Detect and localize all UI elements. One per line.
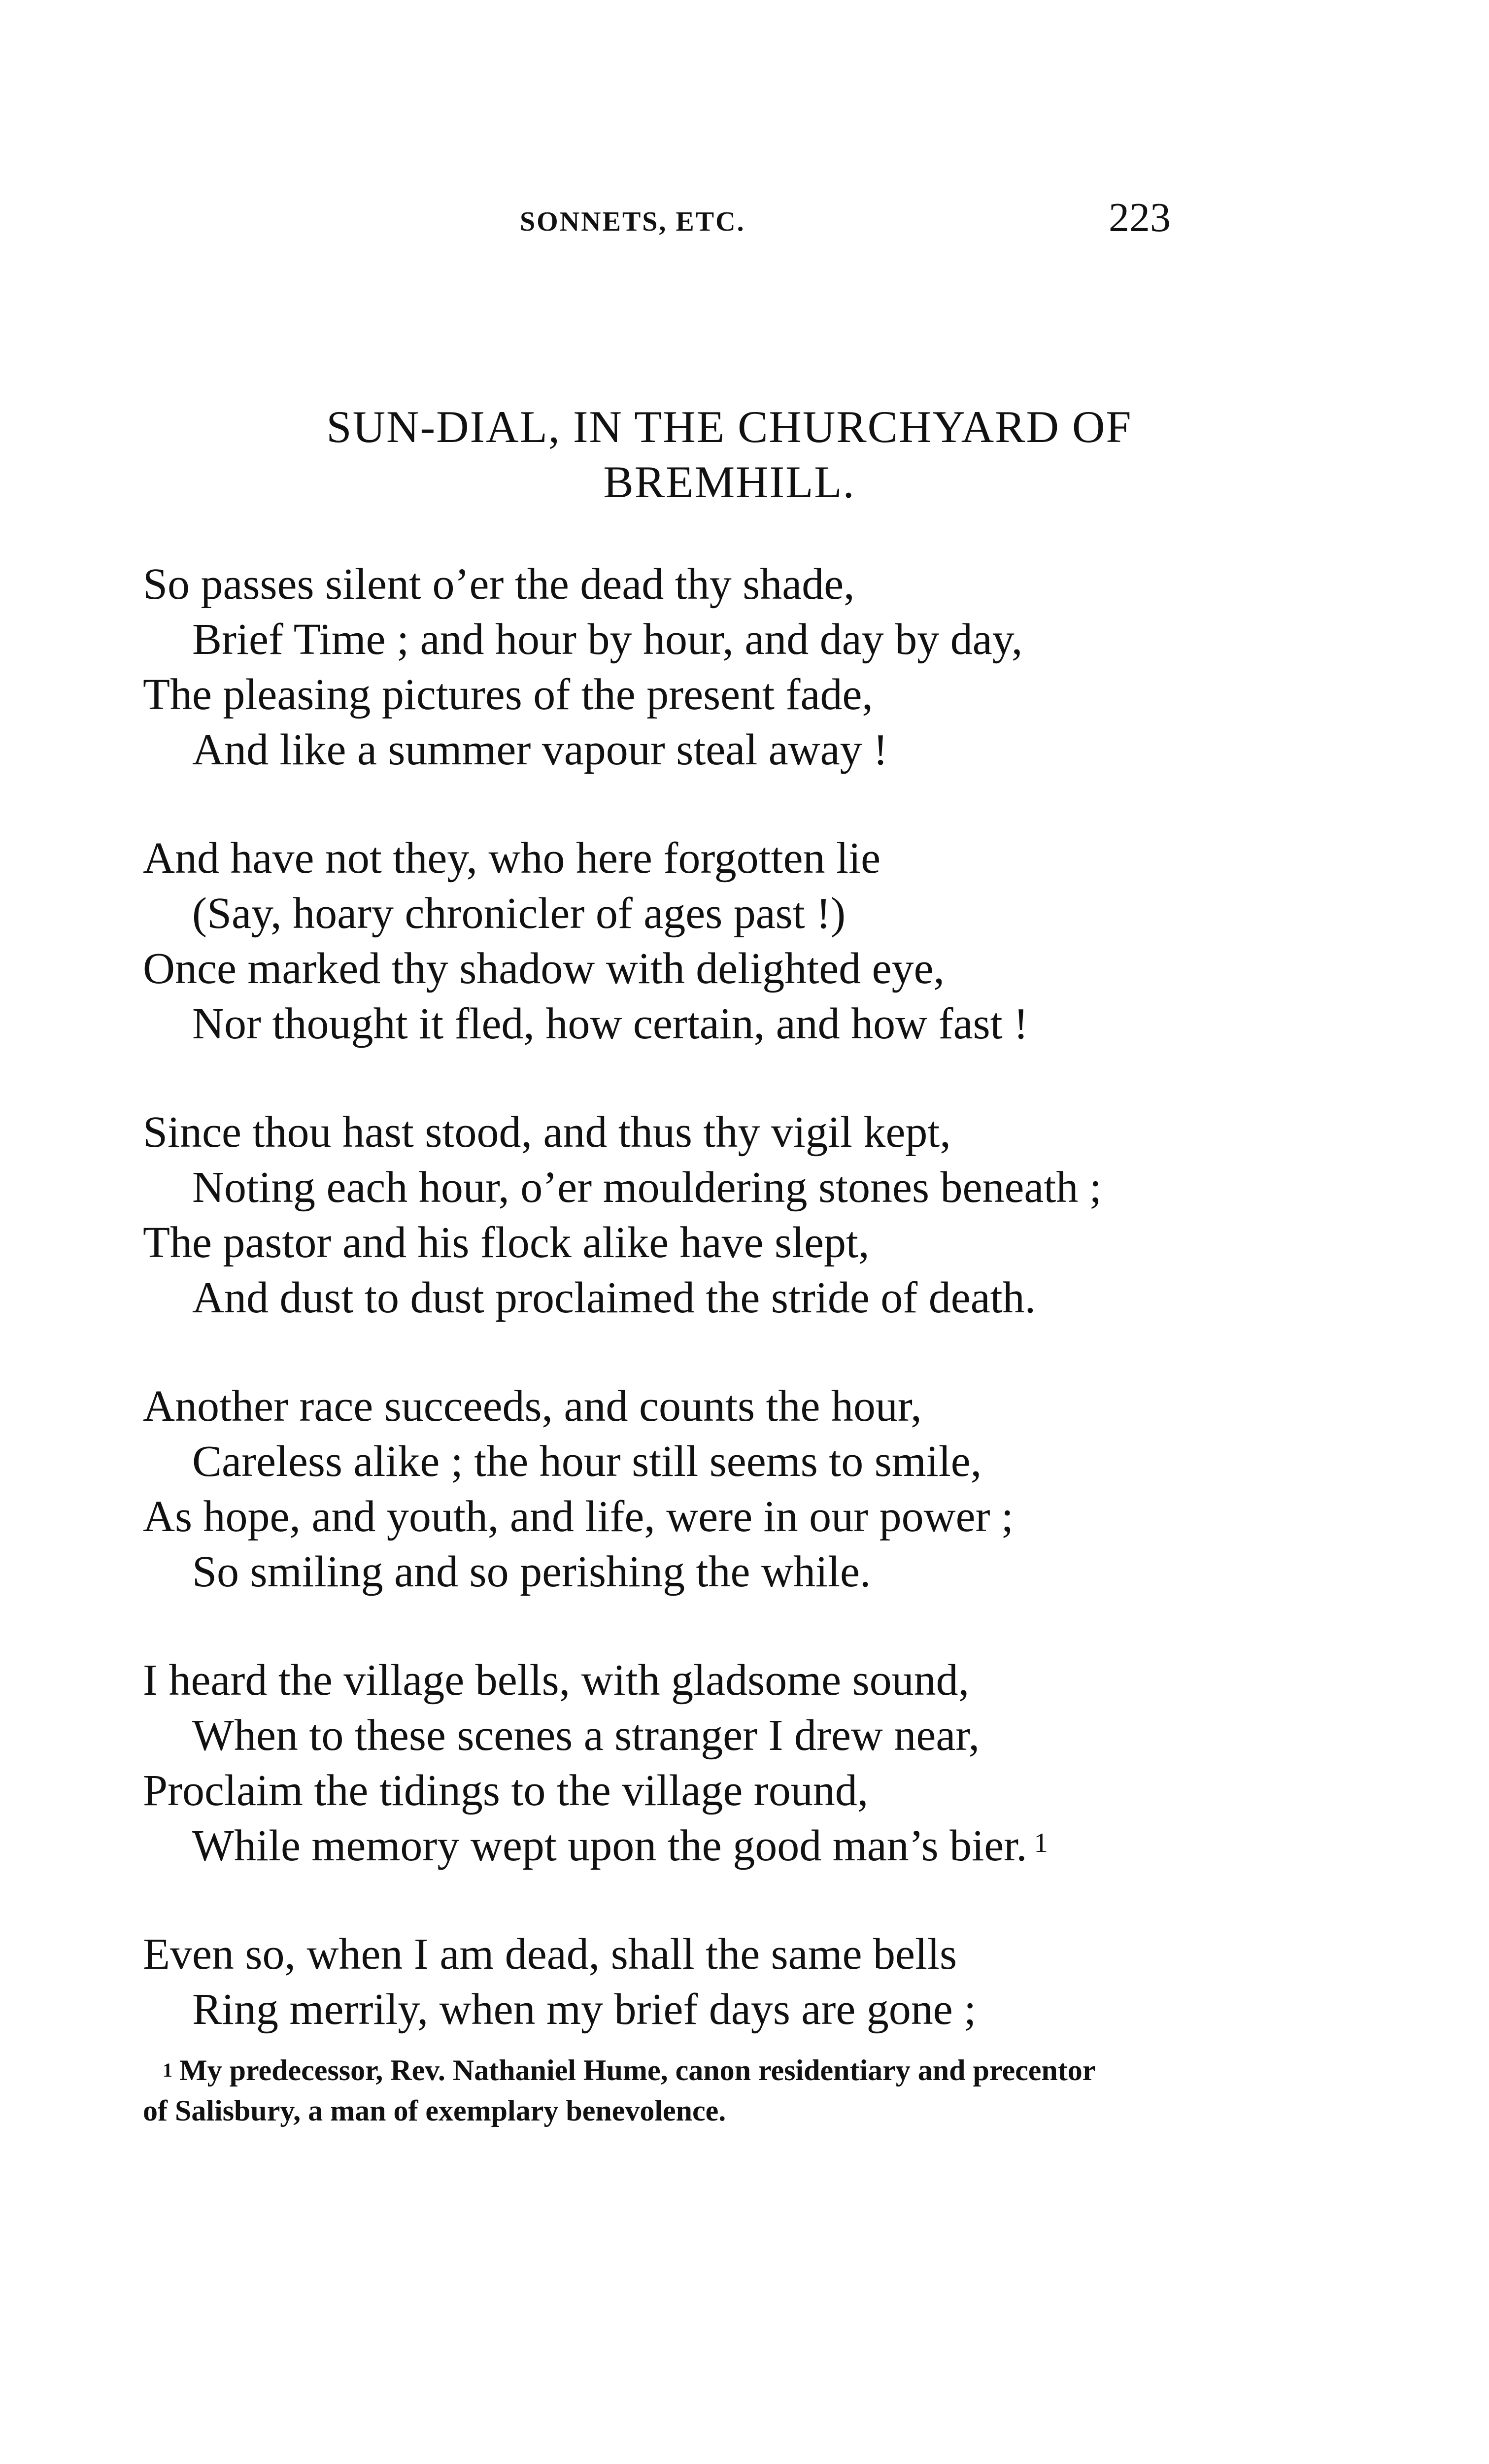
footnote-text: My predecessor, Rev. Nathaniel Hume, canon residentiary and precentor — [179, 2054, 1096, 2087]
verse-line: Another race succeeds, and counts the hour, — [143, 1382, 922, 1431]
running-title: SONNETS, ETC. — [520, 206, 745, 237]
verse-line-text: While memory wept upon the good man’s bier. — [192, 1821, 1027, 1870]
verse-line: Since thou hast stood, and thus thy vigil kept, — [143, 1108, 951, 1157]
verse-line: Even so, when I am dead, shall the same bells — [143, 1930, 957, 1979]
stanza-1 — [143, 557, 1375, 778]
verse-line: Proclaim the tidings to the village round, — [143, 1766, 869, 1815]
verse-line: So passes silent o’er the dead thy shade, — [143, 560, 855, 609]
verse-line: Careless alike ; the hour still seems to smile, — [192, 1437, 982, 1486]
poem-body — [143, 557, 1375, 2090]
stanza-2 — [143, 831, 1375, 1052]
footnote-mark: 1 — [163, 2059, 172, 2081]
footnote — [143, 2050, 1192, 2131]
verse-line: The pleasing pictures of the present fade, — [143, 670, 873, 719]
verse-line: And dust to dust proclaimed the stride of death. — [192, 1273, 1036, 1322]
verse-line: As hope, and youth, and life, were in our power ; — [143, 1492, 1014, 1541]
poem-title-line: SUN-DIAL, IN THE CHURCHYARD OF — [326, 402, 1132, 452]
poem-title — [163, 399, 1296, 510]
footnote-reference: 1 — [1034, 1828, 1048, 1858]
verse-line: Noting each hour, o’er mouldering stones beneath ; — [192, 1163, 1102, 1212]
stanza-3 — [143, 1105, 1375, 1326]
page-number: 223 — [1109, 195, 1171, 240]
verse-line: Ring merrily, when my brief days are gone ; — [192, 1985, 977, 2034]
poem-title-line: BREMHILL. — [603, 457, 855, 507]
footnote-line — [143, 2050, 1192, 2090]
footnote-line: of Salisbury, a man of exemplary benevolence. — [143, 2094, 726, 2127]
verse-line: And have not they, who here forgotten lie — [143, 834, 881, 883]
running-head — [0, 195, 1489, 244]
verse-line: When to these scenes a stranger I drew near, — [192, 1711, 980, 1760]
verse-line: (Say, hoary chronicler of ages past !) — [192, 889, 846, 938]
stanza-5 — [143, 1653, 1375, 1874]
verse-line: So smiling and so perishing the while. — [192, 1547, 871, 1596]
stanza-4 — [143, 1379, 1375, 1600]
verse-line: Brief Time ; and hour by hour, and day by day, — [192, 615, 1023, 664]
verse-line: The pastor and his flock alike have slept, — [143, 1218, 870, 1267]
verse-line: And like a summer vapour steal away ! — [192, 725, 888, 774]
verse-line: Nor thought it fled, how certain, and how fast ! — [192, 999, 1029, 1048]
verse-line: I heard the village bells, with gladsome sound, — [143, 1656, 970, 1705]
verse-line: Once marked thy shadow with delighted eye, — [143, 944, 945, 993]
verse-line-with-footnote — [143, 1818, 1375, 1874]
stanza-6 — [143, 1927, 1375, 2037]
